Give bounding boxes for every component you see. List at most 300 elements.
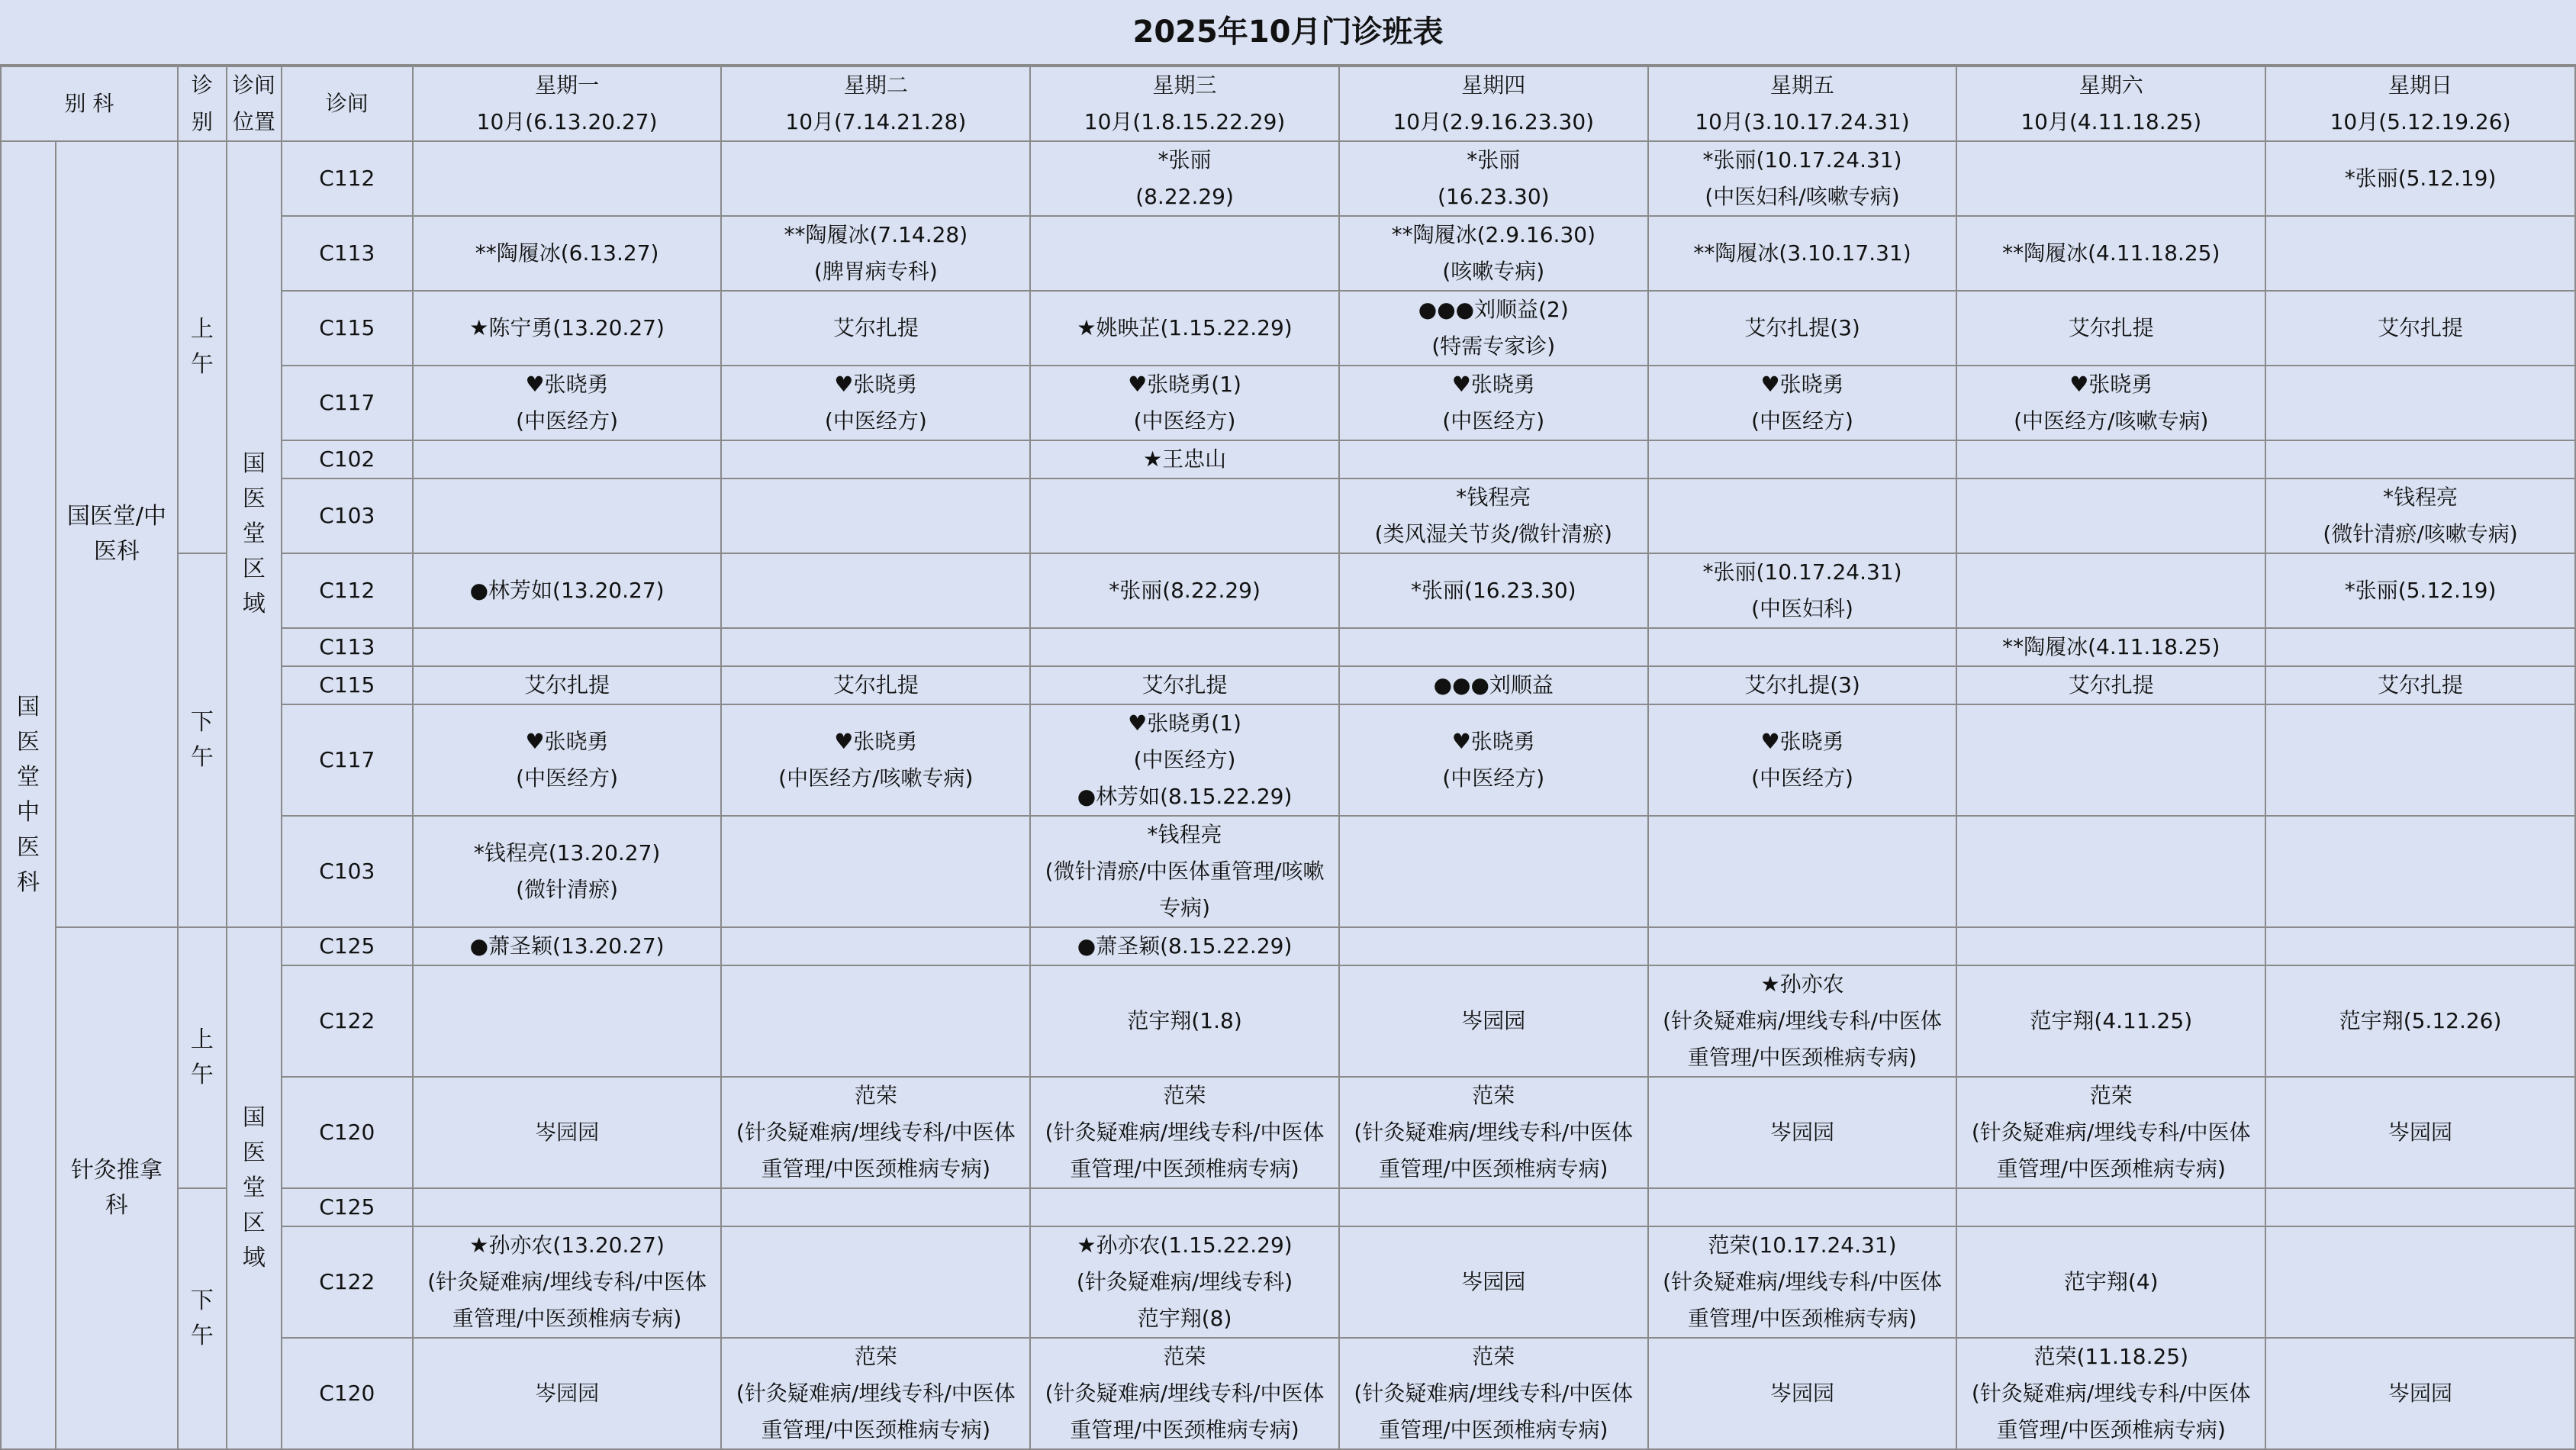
doctor-entry: ★孙亦农: [1760, 972, 1844, 997]
schedule-cell: [1339, 965, 1648, 1077]
schedule-cell: [413, 927, 722, 965]
schedule-cell: [1956, 1226, 2265, 1338]
schedule-cell: [1030, 704, 1339, 816]
schedule-cell: [1030, 291, 1339, 366]
doctor-entry: *钱程亮: [1147, 822, 1222, 847]
schedule-cell: [721, 1226, 1030, 1338]
doctor-entry: 艾尔扎提: [2378, 672, 2464, 698]
schedule-cell: [1956, 216, 2265, 291]
doctor-entry: 艾尔扎提: [1141, 672, 1228, 698]
doctor-entry: **陶履冰(4.11.18.25): [2002, 634, 2220, 659]
schedule-cell: [2265, 965, 2575, 1077]
schedule-cell: [1956, 1338, 2265, 1449]
doctor-entry: 岑园园: [1770, 1381, 1835, 1406]
doctor-entry: 范荣: [1472, 1083, 1515, 1108]
doctor-entry: (针灸疑难病/埋线专科/中医体: [1663, 1269, 1942, 1294]
doctor-entry: *钱程亮: [2383, 485, 2458, 510]
schedule-cell: [1030, 666, 1339, 704]
schedule-cell: [1648, 1338, 1957, 1449]
doctor-entry: ●萧圣颖(13.20.27): [469, 933, 665, 959]
table-row: [1, 141, 2575, 216]
schedule-cell: [2265, 704, 2575, 816]
table-row: [1, 291, 2575, 366]
schedule-cell: [1956, 553, 2265, 628]
schedule-cell: [1648, 1226, 1957, 1338]
doctor-entry: ♥张晓勇: [1451, 372, 1535, 397]
doctor-entry: 艾尔扎提: [524, 672, 610, 698]
schedule-cell: [721, 704, 1030, 816]
doctor-entry: ♥张晓勇: [2069, 372, 2153, 397]
day-name: 星期一: [535, 72, 600, 98]
schedule-cell: [1648, 141, 1957, 216]
schedule-cell: [1339, 666, 1648, 704]
schedule-cell: [1339, 927, 1648, 965]
header-dept: 别 科: [1, 66, 178, 141]
doctor-entry: (特需专家诊): [1431, 334, 1556, 359]
schedule-cell: [413, 141, 722, 216]
schedule-cell: [1030, 965, 1339, 1077]
schedule-cell: [721, 478, 1030, 553]
schedule-cell: [1030, 927, 1339, 965]
doctor-entry: 范荣: [1472, 1344, 1515, 1369]
doctor-entry: (类风湿关节炎/微针清瘀): [1374, 521, 1612, 546]
doctor-entry: (针灸疑难病/埋线专科/中医体: [1971, 1381, 2251, 1406]
doctor-entry: (针灸疑难病/埋线专科/中医体: [1663, 1008, 1942, 1033]
schedule-cell: [1648, 628, 1957, 666]
doctor-entry: 范荣: [1163, 1083, 1206, 1108]
doctor-entry: *张丽(5.12.19): [2344, 578, 2497, 603]
doctor-entry: 范宇翔(4): [2063, 1269, 2159, 1294]
schedule-cell: [1956, 666, 2265, 704]
doctor-entry: (针灸疑难病/埋线专科/中医体: [1971, 1120, 2251, 1145]
table-row: [1, 1077, 2575, 1188]
schedule-cell: [1339, 1188, 1648, 1226]
schedule-cell: [2265, 1226, 2575, 1338]
doctor-entry: **陶履冰(2.9.16.30): [1391, 222, 1596, 247]
doctor-entry: 重管理/中医颈椎病专病): [1996, 1156, 2226, 1181]
doctor-entry: 艾尔扎提: [832, 315, 919, 340]
schedule-cell: [2265, 1338, 2575, 1449]
room-code: C125: [282, 1188, 413, 1226]
schedule-cell: [721, 291, 1030, 366]
schedule-cell: [1648, 291, 1957, 366]
doctor-entry: (针灸疑难病/埋线专科): [1076, 1269, 1293, 1294]
table-row: [1, 216, 2575, 291]
schedule-cell: [721, 216, 1030, 291]
doctor-entry: (中医经方): [824, 408, 927, 433]
day-name: 星期五: [1770, 72, 1835, 98]
schedule-cell: [1339, 704, 1648, 816]
schedule-cell: [1030, 141, 1339, 216]
day-name: 星期日: [2388, 72, 2453, 98]
schedule-cell: [413, 816, 722, 927]
schedule-cell: [1339, 141, 1648, 216]
doctor-entry: 范宇翔(8): [1137, 1306, 1232, 1331]
schedule-cell: [2265, 553, 2575, 628]
shift-pm: 下午: [178, 1188, 227, 1449]
doctor-entry: ♥张晓勇: [525, 372, 609, 397]
schedule-cell: [2265, 1077, 2575, 1188]
doctor-entry: 岑园园: [2388, 1120, 2453, 1145]
schedule-cell: [721, 965, 1030, 1077]
doctor-entry: 重管理/中医颈椎病专病): [1379, 1417, 1608, 1442]
doctor-entry: ●萧圣颖(8.15.22.29): [1077, 933, 1293, 959]
doctor-entry: (针灸疑难病/埋线专科/中医体: [1354, 1120, 1634, 1145]
doctor-entry: 岑园园: [1461, 1269, 1526, 1294]
room-code: C102: [282, 440, 413, 478]
header-room: 诊间: [282, 66, 413, 141]
schedule-cell: [413, 1226, 722, 1338]
doctor-entry: *张丽(10.17.24.31): [1702, 559, 1902, 585]
schedule-cell: [721, 1188, 1030, 1226]
doctor-entry: 专病): [1159, 895, 1211, 920]
schedule-cell: [2265, 216, 2575, 291]
header-day: [413, 66, 722, 141]
doctor-entry: 重管理/中医颈椎病专病): [452, 1306, 682, 1331]
schedule-cell: [721, 628, 1030, 666]
day-dates: 10月(5.12.19.26): [2330, 109, 2511, 134]
schedule-cell: [721, 141, 1030, 216]
day-dates: 10月(6.13.20.27): [476, 109, 658, 134]
room-code: C117: [282, 366, 413, 440]
schedule-cell: [1339, 366, 1648, 440]
doctor-entry: *张丽: [1467, 147, 1521, 172]
doctor-entry: (中医经方): [1751, 765, 1853, 791]
doctor-entry: (中医经方): [1442, 765, 1545, 791]
schedule-cell: [2265, 666, 2575, 704]
schedule-cell: [1030, 816, 1339, 927]
day-name: 星期四: [1461, 72, 1526, 98]
doctor-entry: 重管理/中医颈椎病专病): [761, 1156, 990, 1181]
doctor-entry: 重管理/中医颈椎病专病): [1379, 1156, 1608, 1181]
day-dates: 10月(1.8.15.22.29): [1084, 109, 1286, 134]
schedule-cell: [1648, 1188, 1957, 1226]
room-code: C112: [282, 553, 413, 628]
room-code: C115: [282, 666, 413, 704]
schedule-cell: [721, 927, 1030, 965]
room-code: C120: [282, 1338, 413, 1449]
doctor-entry: *张丽(16.23.30): [1411, 578, 1576, 603]
room-code: C113: [282, 628, 413, 666]
doctor-entry: 艾尔扎提: [2068, 315, 2154, 340]
doctor-entry: 岑园园: [1461, 1008, 1526, 1033]
schedule-cell: [1648, 440, 1957, 478]
doctor-entry: (中医妇科): [1751, 596, 1853, 621]
doctor-entry: *钱程亮: [1456, 485, 1531, 510]
schedule-cell: [1030, 1226, 1339, 1338]
room-code: C113: [282, 216, 413, 291]
day-name: 星期三: [1152, 72, 1217, 98]
schedule-cell: [1030, 440, 1339, 478]
location-area: 国医堂区域: [227, 927, 282, 1449]
doctor-entry: ★王忠山: [1143, 446, 1227, 472]
doctor-entry: 范荣: [854, 1083, 897, 1108]
doctor-entry: ♥张晓勇: [525, 729, 609, 754]
schedule-cell: [413, 965, 722, 1077]
doctor-entry: ★陈宁勇(13.20.27): [469, 315, 665, 340]
schedule-cell: [1956, 1188, 2265, 1226]
table-row: [1, 366, 2575, 440]
schedule-cell: [1339, 291, 1648, 366]
room-code: C122: [282, 1226, 413, 1338]
schedule-cell: [1339, 628, 1648, 666]
shift-am: 上午: [178, 927, 227, 1188]
group-main: 国医堂中医科: [1, 141, 56, 1449]
schedule-cell: [1030, 1077, 1339, 1188]
doctor-entry: 范荣(11.18.25): [2033, 1344, 2189, 1369]
schedule-cell: [1648, 927, 1957, 965]
doctor-entry: 范宇翔(5.12.26): [2339, 1008, 2502, 1033]
doctor-entry: (中医经方): [516, 765, 619, 791]
schedule-cell: [413, 1077, 722, 1188]
doctor-entry: 重管理/中医颈椎病专病): [761, 1417, 990, 1442]
doctor-entry: (中医经方): [1751, 408, 1853, 433]
schedule-cell: [1956, 965, 2265, 1077]
doctor-entry: (针灸疑难病/埋线专科/中医体: [1354, 1381, 1634, 1406]
schedule-cell: [413, 553, 722, 628]
doctor-entry: (咳嗽专病): [1442, 259, 1545, 284]
table-row: [1, 1188, 2575, 1226]
doctor-entry: ●林芳如(8.15.22.29): [1077, 784, 1293, 809]
doctor-entry: 艾尔扎提: [2378, 315, 2464, 340]
doctor-entry: 艾尔扎提(3): [1744, 672, 1860, 698]
header-day: [1030, 66, 1339, 141]
doctor-entry: ●●●刘顺益(2): [1418, 297, 1569, 322]
doctor-entry: *张丽(5.12.19): [2344, 166, 2497, 191]
doctor-entry: 范荣: [1163, 1344, 1206, 1369]
group-sub-tcm: 国医堂/中医科: [56, 141, 178, 927]
schedule-cell: [1956, 291, 2265, 366]
room-code: C115: [282, 291, 413, 366]
doctor-entry: (中医经方/咳嗽专病): [778, 765, 974, 791]
table-row: [1, 1338, 2575, 1449]
doctor-entry: 重管理/中医颈椎病专病): [1687, 1045, 1918, 1070]
table-row: [1, 927, 2575, 965]
doctor-entry: ★孙亦农(1.15.22.29): [1077, 1232, 1293, 1258]
doctor-entry: (中医经方/咳嗽专病): [2014, 408, 2209, 433]
doctor-entry: 范荣(10.17.24.31): [1708, 1232, 1897, 1258]
schedule-cell: [413, 666, 722, 704]
schedule-cell: [1030, 478, 1339, 553]
group-sub-acupuncture: 针灸推拿科: [56, 927, 178, 1449]
schedule-cell: [1030, 628, 1339, 666]
shift-pm: 下午: [178, 553, 227, 927]
doctor-entry: 范荣: [2089, 1083, 2133, 1108]
schedule-cell: [1030, 1338, 1339, 1449]
doctor-entry: 岑园园: [1770, 1120, 1835, 1145]
room-code: C125: [282, 927, 413, 965]
doctor-entry: (针灸疑难病/埋线专科/中医体: [427, 1269, 707, 1294]
table-row: [1, 1226, 2575, 1338]
doctor-entry: ●●●刘顺益: [1433, 672, 1554, 698]
page-title: 2025年10月门诊班表: [0, 0, 2576, 66]
table-row: [1, 965, 2575, 1077]
schedule-cell: [1339, 440, 1648, 478]
schedule-cell: [1956, 1077, 2265, 1188]
schedule-cell: [721, 1077, 1030, 1188]
schedule-cell: [721, 816, 1030, 927]
table-row: [1, 704, 2575, 816]
schedule-cell: [1956, 440, 2265, 478]
schedule-cell: [721, 1338, 1030, 1449]
doctor-entry: 重管理/中医颈椎病专病): [1070, 1156, 1299, 1181]
doctor-entry: *张丽(8.22.29): [1109, 578, 1261, 603]
schedule-cell: [1956, 816, 2265, 927]
doctor-entry: (中医经方): [516, 408, 619, 433]
schedule-cell: [413, 366, 722, 440]
header-day: [2265, 66, 2575, 141]
doctor-entry: **陶履冰(6.13.27): [475, 240, 659, 266]
table-row: [1, 440, 2575, 478]
doctor-entry: *张丽(10.17.24.31): [1702, 147, 1902, 172]
schedule-cell: [1339, 216, 1648, 291]
day-dates: 10月(2.9.16.23.30): [1393, 109, 1595, 134]
day-name: 星期六: [2079, 72, 2143, 98]
table-row: [1, 553, 2575, 628]
header-location: 诊间位置: [227, 66, 282, 141]
schedule-cell: [413, 478, 722, 553]
doctor-entry: ♥张晓勇: [834, 729, 918, 754]
doctor-entry: (微针清瘀/咳嗽专病): [2323, 521, 2518, 546]
doctor-entry: ♥张晓勇: [1760, 372, 1844, 397]
schedule-cell: [413, 291, 722, 366]
schedule-cell: [413, 628, 722, 666]
doctor-entry: (针灸疑难病/埋线专科/中医体: [736, 1381, 1016, 1406]
doctor-entry: 重管理/中医颈椎病专病): [1996, 1417, 2226, 1442]
doctor-entry: 艾尔扎提: [2068, 672, 2154, 698]
schedule-cell: [413, 216, 722, 291]
schedule-cell: [2265, 141, 2575, 216]
day-dates: 10月(3.10.17.24.31): [1695, 109, 1910, 134]
doctor-entry: 重管理/中医颈椎病专病): [1687, 1306, 1918, 1331]
doctor-entry: (中医妇科/咳嗽专病): [1705, 184, 1900, 209]
table-row: [1, 478, 2575, 553]
table-row: [1, 628, 2575, 666]
room-code: C122: [282, 965, 413, 1077]
doctor-entry: (脾胃病专科): [813, 259, 938, 284]
schedule-cell: [2265, 440, 2575, 478]
header-row: [1, 66, 2575, 141]
schedule-cell: [1956, 141, 2265, 216]
doctor-entry: (针灸疑难病/埋线专科/中医体: [1045, 1381, 1325, 1406]
schedule-cell: [1339, 1338, 1648, 1449]
day-dates: 10月(4.11.18.25): [2021, 109, 2202, 134]
schedule-cell: [721, 666, 1030, 704]
doctor-entry: (中医经方): [1133, 747, 1236, 772]
schedule-cell: [2265, 927, 2575, 965]
doctor-entry: *张丽: [1158, 147, 1212, 172]
header-day: [1339, 66, 1648, 141]
schedule-cell: [1648, 478, 1957, 553]
schedule-cell: [413, 440, 722, 478]
schedule-cell: [2265, 366, 2575, 440]
schedule-cell: [1648, 666, 1957, 704]
schedule-cell: [1030, 366, 1339, 440]
doctor-entry: 重管理/中医颈椎病专病): [1070, 1417, 1299, 1442]
schedule-cell: [1339, 816, 1648, 927]
doctor-entry: ★孙亦农(13.20.27): [469, 1232, 665, 1258]
doctor-entry: 艾尔扎提: [832, 672, 919, 698]
doctor-entry: **陶履冰(3.10.17.31): [1693, 240, 1911, 266]
table-row: [1, 666, 2575, 704]
doctor-entry: ★姚映芷(1.15.22.29): [1077, 315, 1293, 340]
schedule-cell: [1030, 216, 1339, 291]
schedule-cell: [1648, 366, 1957, 440]
doctor-entry: 岑园园: [535, 1381, 600, 1406]
schedule-cell: [1648, 216, 1957, 291]
schedule-cell: [1648, 553, 1957, 628]
doctor-entry: ♥张晓勇(1): [1128, 372, 1241, 397]
schedule-cell: [1339, 1077, 1648, 1188]
room-code: C103: [282, 816, 413, 927]
schedule-cell: [1648, 1077, 1957, 1188]
schedule-cell: [1648, 704, 1957, 816]
doctor-entry: 岑园园: [535, 1120, 600, 1145]
day-name: 星期二: [843, 72, 908, 98]
header-day: [1648, 66, 1957, 141]
schedule-cell: [1956, 927, 2265, 965]
schedule-cell: [1339, 1226, 1648, 1338]
schedule-cell: [1030, 553, 1339, 628]
location-area: 国医堂区域: [227, 141, 282, 927]
doctor-entry: 岑园园: [2388, 1381, 2453, 1406]
doctor-entry: **陶履冰(4.11.18.25): [2002, 240, 2220, 266]
doctor-entry: (8.22.29): [1135, 184, 1234, 209]
doctor-entry: (微针清瘀/中医体重管理/咳嗽: [1045, 859, 1325, 884]
schedule-cell: [1956, 366, 2265, 440]
room-code: C120: [282, 1077, 413, 1188]
room-code: C103: [282, 478, 413, 553]
doctor-entry: ●林芳如(13.20.27): [469, 578, 665, 603]
schedule-cell: [1956, 628, 2265, 666]
doctor-entry: (中医经方): [1133, 408, 1236, 433]
schedule-cell: [721, 553, 1030, 628]
schedule-cell: [1956, 704, 2265, 816]
doctor-entry: (微针清瘀): [516, 877, 619, 902]
shift-am: 上午: [178, 141, 227, 553]
header-shift: 诊别: [178, 66, 227, 141]
table-row: [1, 816, 2575, 927]
doctor-entry: 范宇翔(1.8): [1127, 1008, 1242, 1033]
schedule-cell: [1648, 965, 1957, 1077]
schedule-cell: [721, 366, 1030, 440]
doctor-entry: ♥张晓勇: [1760, 729, 1844, 754]
schedule-cell: [2265, 478, 2575, 553]
schedule-cell: [2265, 1188, 2575, 1226]
schedule-cell: [1339, 478, 1648, 553]
schedule-cell: [1648, 816, 1957, 927]
doctor-entry: 范宇翔(4.11.25): [2030, 1008, 2193, 1033]
doctor-entry: 范荣: [854, 1344, 897, 1369]
header-day: [1956, 66, 2265, 141]
schedule-cell: [413, 704, 722, 816]
room-code: C117: [282, 704, 413, 816]
doctor-entry: 艾尔扎提(3): [1744, 315, 1860, 340]
schedule-cell: [413, 1338, 722, 1449]
schedule-cell: [2265, 628, 2575, 666]
doctor-entry: ♥张晓勇: [1451, 729, 1535, 754]
schedule-cell: [1339, 553, 1648, 628]
doctor-entry: (针灸疑难病/埋线专科/中医体: [1045, 1120, 1325, 1145]
schedule-cell: [1030, 1188, 1339, 1226]
room-code: C112: [282, 141, 413, 216]
doctor-entry: (针灸疑难病/埋线专科/中医体: [736, 1120, 1016, 1145]
doctor-entry: ♥张晓勇: [834, 372, 918, 397]
schedule-cell: [1956, 478, 2265, 553]
schedule-cell: [721, 440, 1030, 478]
doctor-entry: ♥张晓勇(1): [1128, 710, 1241, 736]
doctor-entry: (中医经方): [1442, 408, 1545, 433]
